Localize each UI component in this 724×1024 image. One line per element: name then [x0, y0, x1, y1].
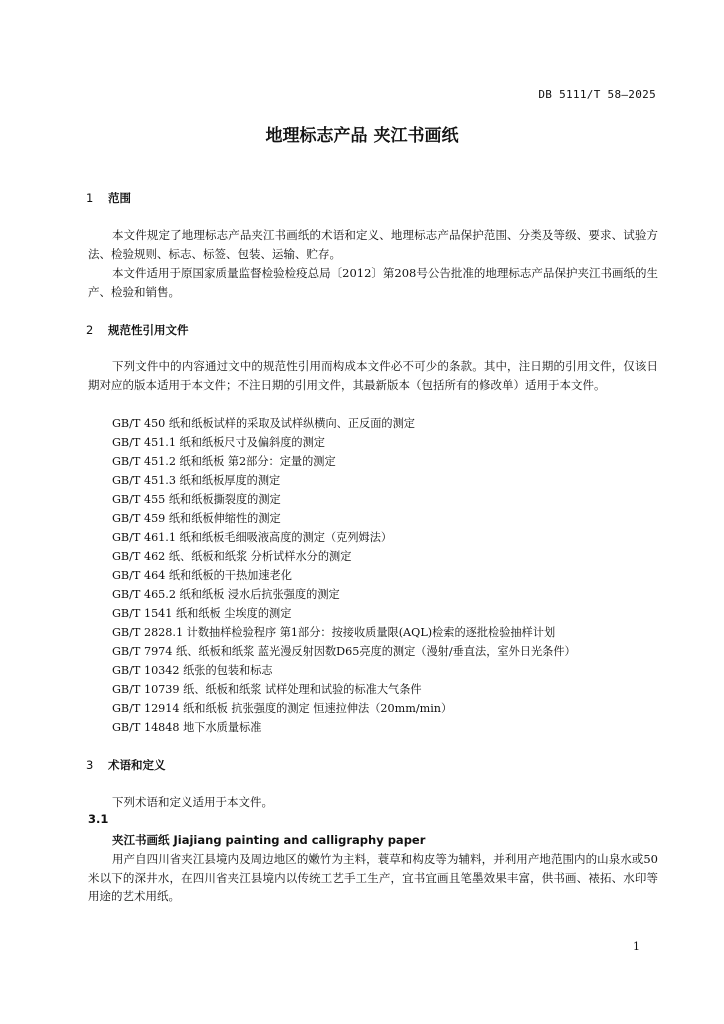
reference-item: GB/T 459 纸和纸板伸缩性的测定	[112, 512, 281, 525]
clause-number: 3.1	[88, 812, 109, 826]
reference-item: GB/T 2828.1 计数抽样检验程序 第1部分：按接收质量限(AQL)检索的逐批检验抽样计划	[112, 626, 556, 639]
terms-intro: 下列术语和定义适用于本文件。	[112, 795, 273, 809]
page-number: 1	[633, 940, 640, 953]
standard-id: DB 5111/T 58—2025	[538, 88, 656, 101]
reference-item: GB/T 451.3 纸和纸板厚度的测定	[112, 474, 281, 487]
section-title: 范围	[108, 191, 131, 205]
references-intro: 下列文件中的内容通过文中的规范性引用而构成本文件必不可少的条款。其中，注日期的引用文件，仅该日期对应的版本适用于本文件；不注日期的引用文件，其最新版本（包括所有的修改单）适用于本文件。	[88, 359, 658, 392]
reference-item: GB/T 462 纸、纸板和纸浆 分析试样水分的测定	[112, 550, 352, 563]
reference-item: GB/T 10739 纸、纸板和纸浆 试样处理和试验的标准大气条件	[112, 683, 422, 696]
reference-item: GB/T 450 纸和纸板试样的采取及试样纵横向、正反面的测定	[112, 417, 415, 430]
reference-item: GB/T 455 纸和纸板撕裂度的测定	[112, 493, 281, 506]
reference-item: GB/T 12914 纸和纸板 抗张强度的测定 恒速拉伸法（20mm/min）	[112, 702, 453, 715]
reference-item: GB/T 461.1 纸和纸板毛细吸液高度的测定（克列姆法）	[112, 531, 393, 544]
scope-paragraph-1: 本文件规定了地理标志产品夹江书画纸的术语和定义、地理标志产品保护范围、分类及等级、要求、试验方法、检验规则、标志、标签、包装、运输、贮存。	[88, 228, 658, 261]
normative-references-list	[112, 414, 576, 737]
reference-item: GB/T 7974 纸、纸板和纸浆 蓝光漫反射因数D65亮度的测定（漫射/垂直法，室外日光条件）	[112, 645, 576, 658]
document-title: 地理标志产品 夹江书画纸	[265, 126, 459, 146]
reference-item: GB/T 10342 纸张的包装和标志	[112, 664, 273, 677]
reference-item: GB/T 451.2 纸和纸板 第2部分：定量的测定	[112, 455, 336, 468]
section-3-heading	[86, 757, 166, 773]
reference-item: GB/T 465.2 纸和纸板 浸水后抗张强度的测定	[112, 588, 340, 601]
reference-item: GB/T 464 纸和纸板的干热加速老化	[112, 569, 292, 582]
section-title: 规范性引用文件	[108, 323, 189, 337]
section-number: 3	[86, 758, 94, 772]
section-title: 术语和定义	[108, 758, 166, 772]
term-entry: 夹江书画纸 Jiajiang painting and calligraphy paper	[112, 833, 426, 847]
section-1-heading	[86, 190, 131, 206]
reference-item: GB/T 14848 地下水质量标准	[112, 721, 262, 734]
scope-paragraph-2: 本文件适用于原国家质量监督检验检疫总局〔2012〕第208号公告批准的地理标志产品保护夹江书画纸的生产、检验和销售。	[88, 266, 658, 299]
section-number: 2	[86, 323, 94, 337]
section-number: 1	[86, 191, 94, 205]
term-definition: 用产自四川省夹江县境内及周边地区的嫩竹为主料，蓑草和构皮等为辅料，并利用产地范围内的山泉水或50米以下的深井水，在四川省夹江县境内以传统工艺手工生产，宜书宜画且笔墨效果丰富，供书画、裱拓、水印等用途的艺术用纸。	[88, 852, 658, 903]
section-2-heading	[86, 322, 189, 338]
reference-item: GB/T 451.1 纸和纸板尺寸及偏斜度的测定	[112, 436, 325, 449]
reference-item: GB/T 1541 纸和纸板 尘埃度的测定	[112, 607, 292, 620]
